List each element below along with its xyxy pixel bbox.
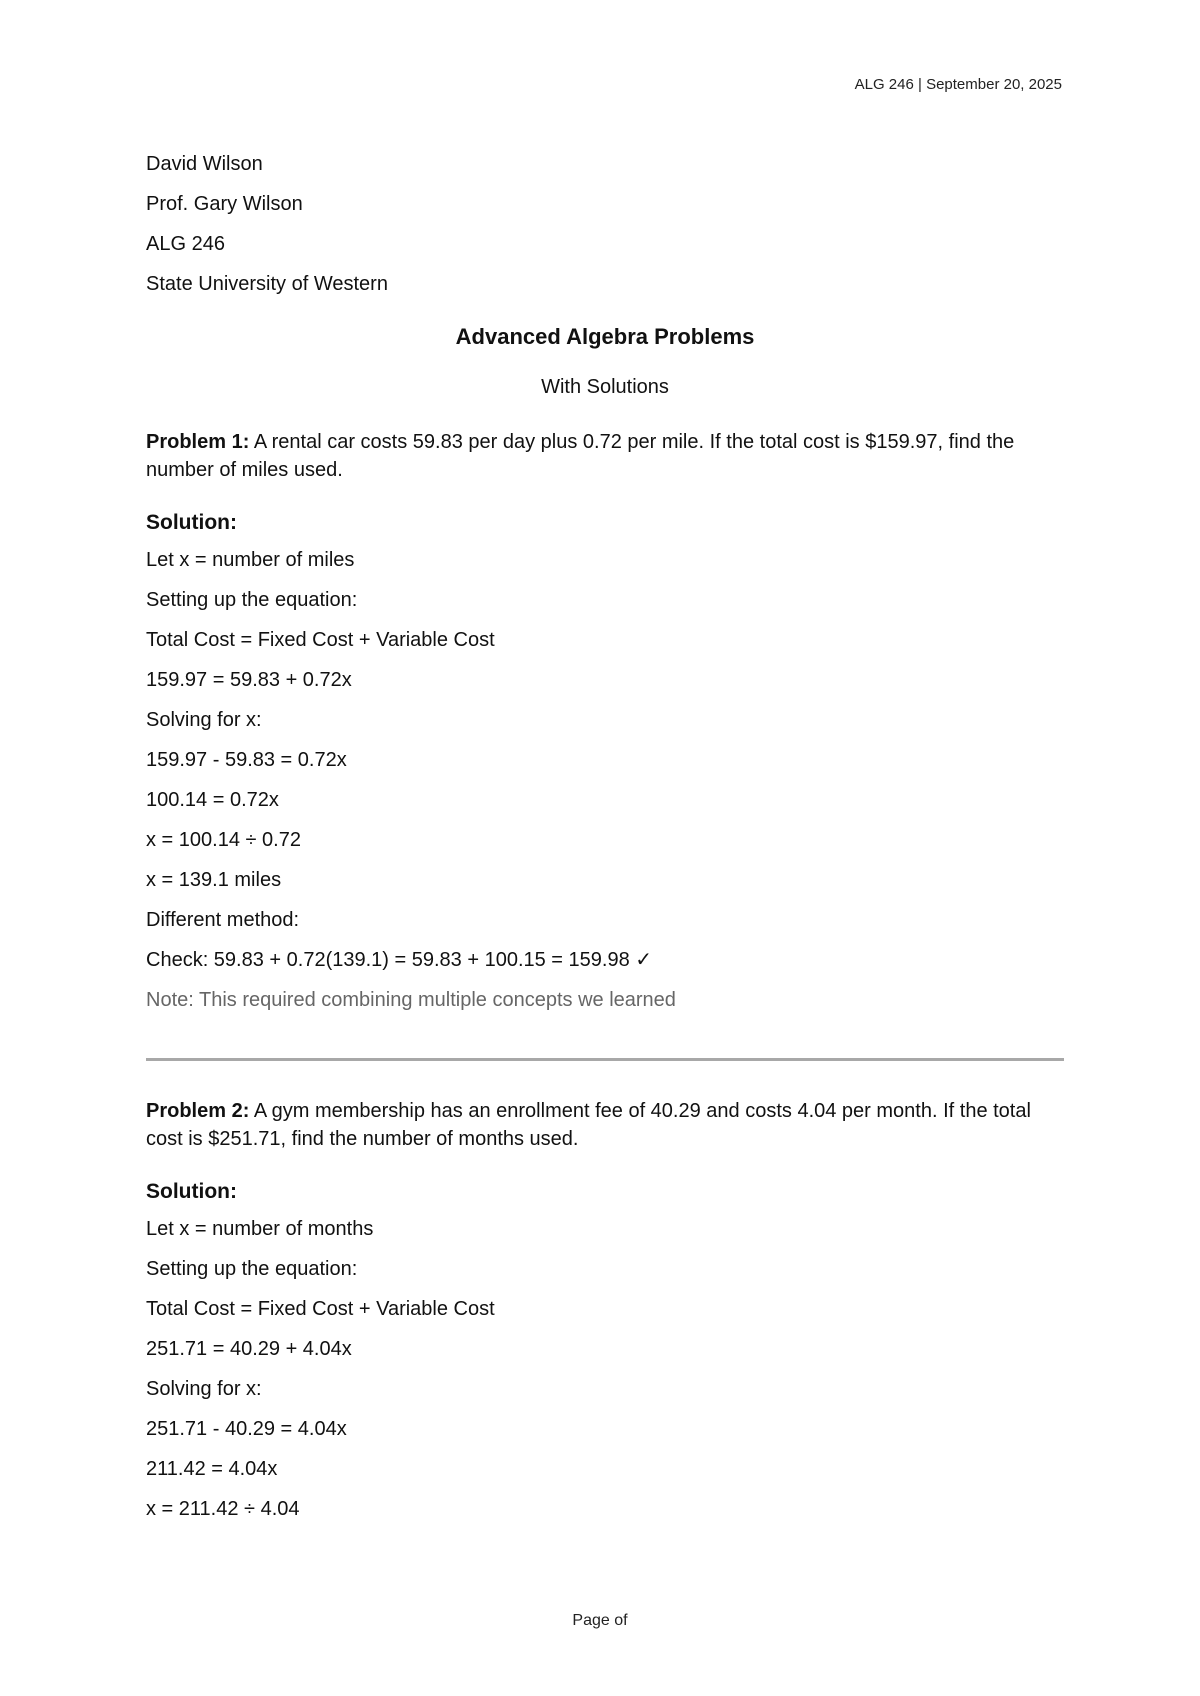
problem-1-note: Note: This required combining multiple concepts we learned — [146, 989, 676, 1011]
solution-step: Solving for x: — [146, 1378, 262, 1400]
solution-step: Solving for x: — [146, 709, 262, 731]
solution-step: Let x = number of miles — [146, 549, 355, 571]
page-footer: Page of — [572, 1612, 628, 1629]
student-name: David Wilson — [146, 153, 263, 175]
document-body — [146, 144, 1064, 1529]
solution-step: x = 211.42 ÷ 4.04 — [146, 1498, 300, 1520]
solution-step: Total Cost = Fixed Cost + Variable Cost — [146, 629, 495, 651]
running-header: ALG 246 | September 20, 2025 — [854, 76, 1062, 93]
problem-2-label: Problem 2: — [146, 1100, 250, 1122]
solution-step: Setting up the equation: — [146, 589, 358, 611]
institution-name: State University of Western — [146, 273, 388, 295]
solution-step: 211.42 = 4.04x — [146, 1458, 278, 1480]
solution-step: 159.97 - 59.83 = 0.72x — [146, 749, 347, 771]
solution-step: Let x = number of months — [146, 1218, 374, 1240]
solution-step: Setting up the equation: — [146, 1258, 358, 1280]
solution-step: x = 100.14 ÷ 0.72 — [146, 829, 301, 851]
solution-step: x = 139.1 miles — [146, 869, 282, 891]
solution-step: 251.71 - 40.29 = 4.04x — [146, 1418, 347, 1440]
problem-1-statement — [146, 428, 1064, 484]
problem-2-text: A gym membership has an enrollment fee of 40.29 and costs 4.04 per month. If the total cost is $251.71, find the number of months used. — [146, 1100, 1031, 1150]
solution-step: Different method: — [146, 909, 300, 931]
problem-1-label: Problem 1: — [146, 431, 250, 453]
solution-step: 100.14 = 0.72x — [146, 789, 279, 811]
problem-2-solution-heading: Solution: — [146, 1180, 237, 1203]
solution-step: 251.71 = 40.29 + 4.04x — [146, 1338, 352, 1360]
document-subtitle: With Solutions — [541, 376, 669, 398]
section-divider — [146, 1058, 1064, 1061]
problem-2-statement — [146, 1097, 1064, 1153]
problem-1-text: A rental car costs 59.83 per day plus 0.72 per mile. If the total cost is $159.97, find the number of miles used. — [146, 431, 1015, 481]
professor-name: Prof. Gary Wilson — [146, 193, 303, 215]
solution-step: Total Cost = Fixed Cost + Variable Cost — [146, 1298, 495, 1320]
solution-step: 159.97 = 59.83 + 0.72x — [146, 669, 352, 691]
problem-1-solution-heading: Solution: — [146, 511, 237, 534]
document-title: Advanced Algebra Problems — [455, 324, 755, 349]
course-code: ALG 246 — [146, 233, 225, 255]
solution-step: Check: 59.83 + 0.72(139.1) = 59.83 + 100.15 = 159.98 ✓ — [146, 949, 653, 971]
